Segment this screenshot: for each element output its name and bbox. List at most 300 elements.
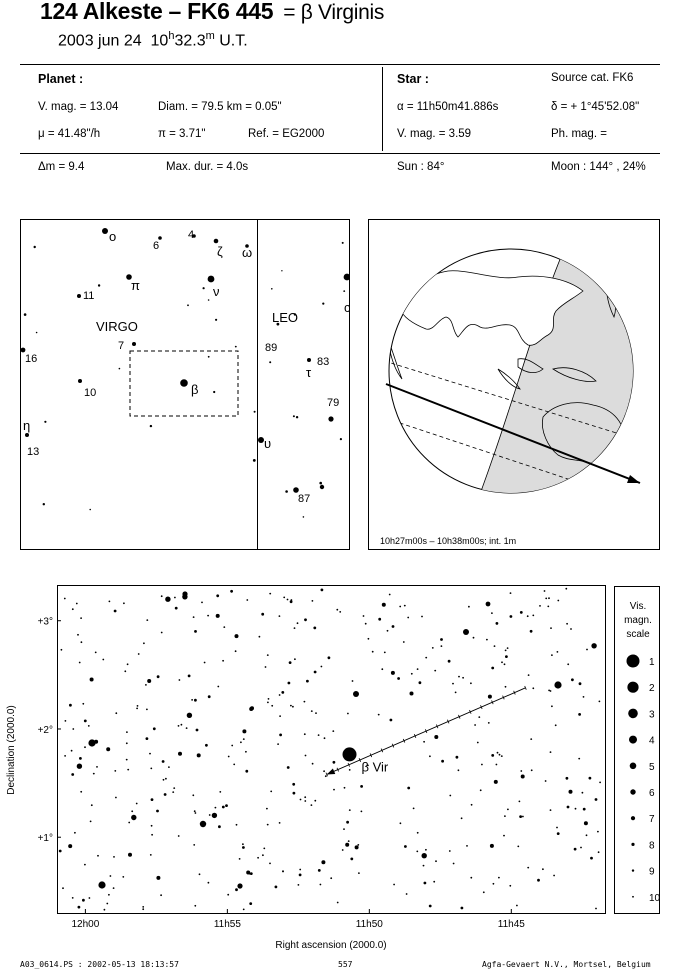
field-star (188, 675, 191, 678)
field-star (304, 701, 306, 703)
field-star (266, 808, 268, 810)
field-star (491, 612, 493, 614)
field-star (102, 659, 104, 661)
field-star (422, 853, 427, 858)
field-star (434, 670, 436, 672)
field-star (462, 677, 464, 679)
field-star (237, 883, 242, 888)
field-star (407, 787, 410, 790)
field-star (423, 741, 425, 743)
field-star (84, 746, 86, 748)
field-star (146, 619, 148, 621)
field-star (82, 703, 84, 705)
field-star (194, 905, 196, 907)
field-star (297, 622, 299, 624)
finder-star (215, 319, 217, 321)
field-star (150, 768, 152, 770)
field-star (519, 815, 522, 818)
field-star (521, 775, 525, 779)
finder-star (214, 239, 219, 244)
star-phmag: Ph. mag. = (551, 128, 607, 140)
field-star (242, 846, 245, 849)
field-star (200, 821, 206, 827)
field-star (163, 779, 165, 781)
legend-swatch (630, 763, 637, 770)
field-star (358, 872, 360, 874)
finder-star (24, 313, 27, 316)
finder-star (89, 509, 91, 511)
legend-swatch (631, 816, 635, 820)
field-star (545, 598, 547, 600)
field-star (151, 798, 154, 801)
field-star (393, 884, 395, 886)
field-star (249, 707, 253, 711)
finder-star-label: o (109, 229, 117, 244)
field-star (80, 617, 82, 619)
finder-star (328, 416, 333, 421)
field-star (282, 870, 284, 872)
finder-star (208, 299, 210, 301)
field-star (423, 865, 425, 867)
finder-star-label: ν (213, 284, 220, 299)
field-star (321, 860, 325, 864)
finder-star-label: 11 (83, 290, 95, 302)
field-star (299, 869, 301, 871)
field-star (530, 738, 532, 740)
field-star (149, 753, 151, 755)
x-tick-label: 12h00 (71, 919, 100, 930)
legend-title-line: scale (626, 629, 650, 640)
field-star (84, 720, 87, 723)
field-star (110, 875, 112, 877)
finder-star (34, 246, 36, 248)
field-star (151, 834, 153, 836)
field-star (368, 638, 370, 640)
field-star (528, 674, 530, 676)
field-star (404, 845, 407, 848)
field-star (90, 678, 94, 682)
field-star (332, 730, 334, 732)
field-star (542, 868, 544, 870)
field-star (550, 627, 552, 629)
field-star (122, 876, 124, 878)
field-star (435, 860, 437, 862)
field-star (567, 663, 569, 665)
field-star (505, 650, 507, 652)
finder-star-label: 10 (84, 387, 97, 399)
field-star (532, 687, 534, 689)
field-star (478, 716, 480, 718)
field-star (71, 773, 74, 776)
field-star (290, 600, 293, 603)
field-star (193, 844, 195, 846)
field-star (571, 678, 574, 681)
finder-star-label: υ (264, 436, 272, 451)
legend-swatch (627, 655, 640, 668)
field-star (77, 634, 79, 636)
field-star (153, 727, 156, 730)
field-star (271, 705, 273, 707)
field-star (194, 630, 197, 633)
field-star (115, 797, 117, 799)
field-star (323, 770, 325, 772)
field-star (554, 681, 561, 688)
finder-star-label: 89 (265, 342, 278, 354)
field-star (62, 887, 64, 889)
field-star (131, 815, 136, 820)
field-star (124, 670, 126, 672)
finder-star-label: 16 (25, 353, 38, 365)
field-star (365, 623, 367, 625)
field-star (429, 905, 432, 908)
field-star (227, 894, 229, 896)
field-star (136, 803, 138, 805)
finder-star-label: 4 (188, 229, 195, 241)
legend-swatch (628, 709, 638, 719)
star-source: Source cat. FK6 (551, 72, 634, 84)
finder-star (281, 270, 282, 271)
field-star (249, 902, 252, 905)
field-star (114, 770, 116, 772)
finder-star-label: ω (242, 245, 253, 260)
field-star (191, 699, 193, 701)
field-star (91, 804, 93, 806)
field-star (440, 638, 443, 641)
field-star (64, 755, 66, 757)
field-star (165, 597, 170, 602)
field-star (509, 885, 511, 887)
field-star (287, 766, 290, 769)
field-star (146, 737, 149, 740)
finder-star (296, 416, 298, 418)
field-star (108, 894, 110, 896)
field-star (312, 763, 314, 765)
field-star (157, 675, 160, 678)
field-star (486, 602, 491, 607)
field-star (378, 714, 380, 716)
field-star (216, 614, 220, 618)
magnitude-legend (614, 586, 660, 914)
field-star (240, 741, 242, 743)
field-star (318, 734, 320, 736)
field-star (261, 613, 264, 616)
field-star (279, 734, 282, 737)
finder-star (319, 482, 322, 485)
field-star (294, 658, 296, 660)
field-star (115, 712, 117, 714)
field-star (142, 908, 144, 910)
field-star (127, 663, 129, 665)
field-star (235, 888, 238, 891)
field-star (557, 600, 559, 602)
field-star (473, 637, 475, 639)
field-star (399, 606, 401, 608)
field-star (404, 605, 406, 607)
legend-swatch (631, 843, 634, 846)
finder-star (77, 294, 81, 298)
finder-star (208, 356, 210, 358)
field-star (59, 850, 62, 853)
star-dec: δ = + 1°45'52.08" (551, 101, 640, 113)
legend-label: 7 (649, 814, 655, 826)
field-star (311, 710, 313, 712)
field-star (378, 618, 381, 621)
field-star (312, 600, 314, 602)
field-star (417, 832, 419, 834)
field-star (72, 608, 74, 610)
field-star (223, 626, 225, 628)
legend-label: 9 (649, 866, 655, 878)
field-star (292, 783, 295, 786)
field-star (344, 787, 346, 789)
x-tick-label: 11h50 (355, 919, 383, 930)
field-star (300, 799, 302, 801)
field-star (269, 593, 271, 595)
field-star (69, 704, 72, 707)
field-star (194, 810, 196, 812)
field-star (578, 713, 581, 716)
field-star (345, 843, 349, 847)
field-star (64, 598, 66, 600)
field-star (113, 856, 115, 858)
field-star (496, 764, 498, 766)
finder-star (208, 276, 215, 283)
field-star (93, 773, 95, 775)
field-star (98, 881, 105, 888)
finder-star (150, 425, 152, 427)
field-star (452, 683, 454, 685)
field-star (172, 791, 174, 793)
field-star (235, 650, 237, 652)
field-star (250, 872, 253, 875)
finder-star (293, 415, 295, 417)
finder-chart (20, 219, 350, 550)
field-star (486, 639, 488, 641)
field-star (557, 651, 559, 653)
field-star (207, 615, 209, 617)
field-star (471, 804, 473, 806)
field-star (579, 682, 582, 685)
finder-star (269, 361, 271, 363)
finder-star (25, 433, 29, 437)
field-star (78, 906, 81, 909)
field-star (372, 651, 374, 653)
field-star (461, 907, 464, 910)
finder-star-label: 79 (327, 397, 340, 409)
field-star (81, 641, 83, 643)
field-star (501, 661, 503, 663)
planet-reference: Ref. = EG2000 (248, 128, 325, 140)
field-star (318, 869, 321, 872)
field-star (126, 759, 128, 761)
field-star (239, 858, 241, 860)
planet-vmag: V. mag. = 13.04 (38, 101, 119, 113)
field-star (82, 899, 85, 902)
field-star (288, 682, 291, 685)
time-hours-unit: h (168, 30, 175, 42)
moon-elongation: Moon : 144° , 24% (551, 161, 646, 173)
finder-star (203, 287, 205, 289)
field-star (397, 677, 400, 680)
field-star (74, 832, 76, 834)
field-star (281, 691, 284, 694)
target-star (343, 747, 357, 761)
field-star (304, 733, 306, 735)
field-star (79, 662, 81, 664)
field-star (557, 832, 560, 835)
finder-star-label: β (191, 382, 199, 397)
field-star (242, 729, 246, 733)
field-star (575, 808, 577, 810)
field-star (88, 725, 90, 727)
finder-star (307, 358, 311, 362)
field-star (494, 780, 498, 784)
field-star (556, 827, 558, 829)
field-star (106, 903, 108, 905)
field-star (293, 792, 296, 795)
y-axis-label: Declination (2000.0) (6, 705, 17, 795)
field-star (306, 680, 309, 683)
field-star (150, 854, 152, 856)
field-star (304, 796, 306, 798)
chart-frame (58, 586, 606, 914)
planet-label: Planet : (38, 72, 84, 86)
finder-star (102, 228, 108, 234)
field-star (279, 715, 281, 717)
field-star (357, 844, 359, 846)
finder-star (43, 503, 45, 505)
divider (20, 153, 660, 154)
event-date: 2003 jun 24 (58, 32, 142, 50)
field-star (209, 814, 211, 816)
field-star (360, 785, 363, 788)
field-star (325, 775, 327, 777)
finder-star (342, 242, 344, 244)
field-star (547, 606, 549, 608)
field-star (72, 897, 74, 899)
field-star (178, 835, 180, 837)
field-star (403, 641, 405, 643)
field-star (516, 905, 518, 907)
field-star (569, 790, 573, 794)
field-star (294, 627, 296, 629)
field-star (477, 742, 479, 744)
finder-star (235, 346, 237, 348)
field-star (246, 871, 250, 875)
field-star (550, 690, 552, 692)
x-tick-label: 11h45 (497, 919, 525, 930)
legend-label: 3 (649, 709, 655, 721)
field-star (243, 738, 245, 740)
field-star (432, 647, 434, 649)
field-star (114, 610, 117, 613)
field-star (279, 615, 281, 617)
field-star (532, 615, 534, 617)
field-star (481, 764, 483, 766)
field-star (553, 875, 555, 877)
field-star (186, 727, 188, 729)
legend-swatch (627, 682, 638, 693)
detail-star-chart (0, 582, 610, 957)
field-star (128, 853, 132, 857)
field-star (425, 657, 427, 659)
field-star (570, 628, 572, 630)
field-star (339, 611, 341, 613)
field-star (321, 666, 323, 668)
field-star (483, 891, 485, 893)
field-star (555, 724, 557, 726)
field-star (390, 719, 393, 722)
field-star (410, 692, 414, 696)
field-star (245, 770, 248, 773)
field-star (208, 695, 211, 698)
field-star (455, 692, 457, 694)
y-tick-label: +3° (37, 616, 53, 628)
field-star (599, 701, 601, 703)
field-star (496, 622, 499, 625)
legend-title-line: Vis. (629, 601, 647, 612)
finder-star (271, 288, 273, 290)
field-star (305, 755, 307, 757)
divider (382, 67, 383, 151)
field-star (168, 766, 170, 768)
field-star (519, 801, 521, 803)
field-star (520, 770, 522, 772)
time-suffix: U.T. (219, 32, 248, 50)
field-star (491, 667, 494, 670)
field-star (228, 756, 230, 758)
finder-star-label: 83 (317, 356, 330, 368)
time-minutes-unit: m (205, 30, 215, 42)
field-star (304, 800, 306, 802)
field-star (583, 696, 585, 698)
star-name: = β Virginis (283, 1, 385, 24)
field-star (387, 630, 389, 632)
field-star (599, 782, 601, 784)
field-star (179, 679, 181, 681)
field-star (205, 744, 208, 747)
field-star (283, 597, 285, 599)
field-star (267, 824, 269, 826)
finder-star (303, 516, 305, 518)
field-star (156, 876, 160, 880)
field-star (510, 592, 512, 594)
field-star (337, 902, 339, 904)
field-star (160, 894, 162, 896)
field-star (270, 791, 272, 793)
field-star (269, 863, 271, 865)
field-star (173, 787, 175, 789)
field-star (333, 761, 336, 764)
field-star (178, 752, 182, 756)
field-star (321, 589, 324, 592)
field-star (193, 616, 195, 618)
legend-label: 1 (649, 657, 655, 668)
field-star (136, 708, 138, 710)
field-star (350, 858, 353, 861)
field-star (363, 615, 365, 617)
field-star (490, 844, 494, 848)
field-star (279, 822, 281, 824)
field-star (565, 588, 567, 590)
y-tick-label: +1° (37, 833, 53, 845)
field-star (527, 867, 529, 869)
field-star (355, 845, 359, 849)
field-star (126, 731, 128, 733)
finder-star (119, 368, 121, 370)
finder-star-label: ζ (217, 244, 223, 259)
field-star (545, 780, 547, 782)
